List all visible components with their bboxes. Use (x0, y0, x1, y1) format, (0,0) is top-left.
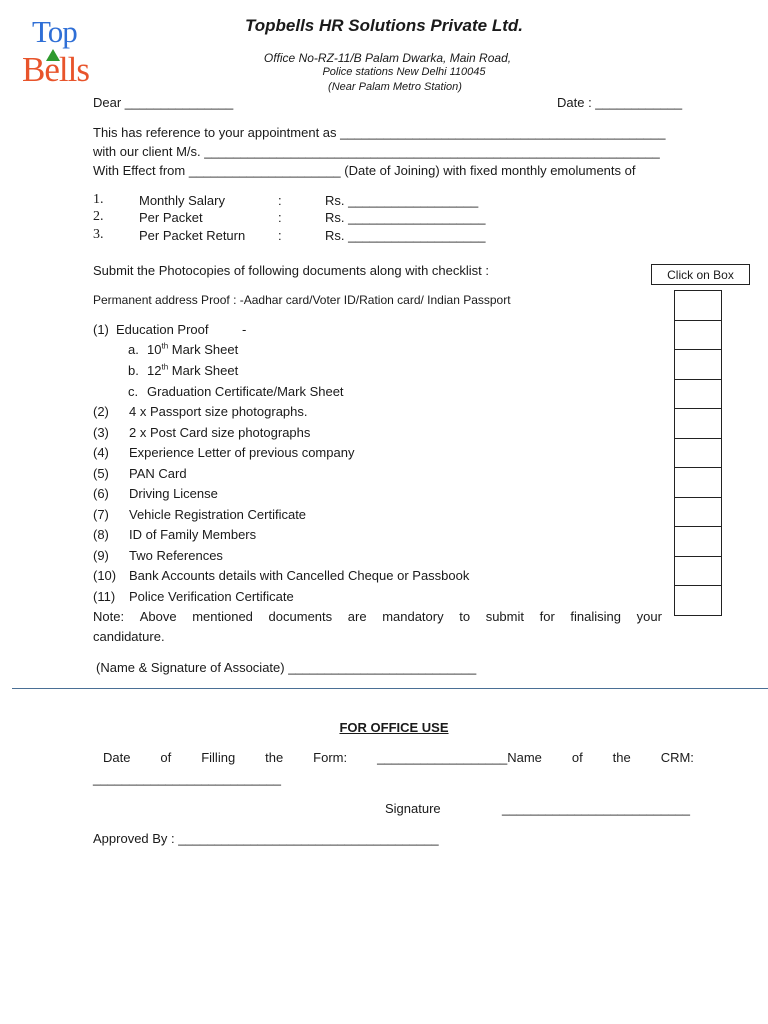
document-item-label: PAN Card (129, 466, 187, 481)
per-packet-field[interactable]: Rs. ___________________ (325, 210, 486, 225)
document-item-label: Vehicle Registration Certificate (129, 507, 307, 522)
sub-item-label: Graduation Certificate/Mark Sheet (147, 384, 344, 399)
document-item-label: Police Verification Certificate (129, 589, 294, 604)
checklist-box[interactable] (674, 497, 722, 528)
checklist-box[interactable] (674, 556, 722, 587)
office-date-crm-line[interactable]: Date of Filling the Form: __________________Name of the CRM: (103, 750, 694, 765)
click-on-box-button[interactable]: Click on Box (651, 264, 750, 285)
salary-item-colon: : (278, 210, 282, 225)
effective-date-field[interactable]: With Effect from _____________________ (Date of Joining) with fixed monthly emoluments of (93, 163, 636, 178)
checklist-box[interactable] (674, 408, 722, 439)
salary-item-number: 1. (93, 192, 104, 207)
dear-field[interactable]: Dear _______________ (93, 95, 234, 110)
checklist-box[interactable] (674, 320, 722, 351)
sub-item-letter: a. (128, 342, 139, 357)
address-line-2: Police stations New Delhi 110045 (322, 66, 486, 78)
education-number: (1) (93, 322, 109, 337)
monthly-salary-field[interactable]: Rs. __________________ (325, 193, 479, 208)
sub-item-letter: b. (128, 363, 139, 378)
document-item-label: ID of Family Members (129, 527, 257, 542)
document-item-number: (10) (93, 568, 117, 583)
section-divider (12, 688, 768, 689)
per-packet-return-field[interactable]: Rs. ___________________ (325, 228, 486, 243)
checklist-box[interactable] (674, 290, 722, 321)
note-line-2: candidature. (93, 629, 165, 644)
document-item-label: 4 x Passport size photographs. (129, 404, 308, 419)
signature-label: Signature (385, 801, 441, 816)
address-proof-text: Permanent address Proof : -Aadhar card/Voter ID/Ration card/ Indian Passport (93, 293, 511, 307)
checklist-boxes (674, 291, 722, 616)
checklist-box[interactable] (674, 438, 722, 469)
document-item-number: (4) (93, 445, 109, 460)
logo-top-text: Top (32, 14, 77, 49)
salary-item-label: Monthly Salary (139, 193, 225, 208)
document-item-label: Experience Letter of previous company (129, 445, 355, 460)
salary-item-colon: : (278, 228, 282, 243)
logo-bells-text: Bells (22, 50, 89, 89)
education-label: Education Proof (116, 322, 209, 337)
appointment-field[interactable]: This has reference to your appointment as _____________________________________________ (93, 125, 666, 140)
note-line: Note: Above mentioned documents are mandatory to submit for finalising your (93, 609, 662, 624)
checklist-box[interactable] (674, 526, 722, 557)
document-item-number: (11) (93, 589, 116, 604)
checklist-box[interactable] (674, 467, 722, 498)
document-item-number: (9) (93, 548, 109, 563)
approved-by-field[interactable]: Approved By : ____________________________________ (93, 831, 439, 846)
signature-field[interactable]: __________________________ (502, 801, 690, 816)
sub-item-label: 12th Mark Sheet (147, 362, 239, 378)
salary-item-number: 2. (93, 209, 104, 224)
document-item-number: (7) (93, 507, 109, 522)
salary-item-number: 3. (93, 227, 104, 242)
document-item-number: (6) (93, 486, 109, 501)
company-name: Topbells HR Solutions Private Ltd. (244, 16, 523, 35)
document-item-label: Bank Accounts details with Cancelled Cheque or Passbook (129, 568, 470, 583)
salary-item-label: Per Packet (139, 210, 203, 225)
date-field[interactable]: Date : ____________ (557, 95, 683, 110)
address-line-1: Office No-RZ-11/B Palam Dwarka, Main Road, (263, 51, 512, 65)
office-use-title: FOR OFFICE USE (339, 720, 449, 735)
sub-item-letter: c. (128, 384, 139, 399)
documents-intro: Submit the Photocopies of following documents along with checklist : (93, 263, 489, 278)
client-field[interactable]: with our client M/s. _______________________________________________________________ (93, 144, 660, 159)
associate-signature-field[interactable]: (Name & Signature of Associate) __________________________ (96, 660, 477, 675)
education-dash: - (242, 322, 247, 337)
salary-item-colon: : (278, 193, 282, 208)
document-item-label: 2 x Post Card size photographs (129, 425, 311, 440)
crm-name-field[interactable]: __________________________ (93, 771, 281, 786)
document-item-number: (8) (93, 527, 109, 542)
document-item-label: Driving License (129, 486, 218, 501)
sub-item-label: 10th Mark Sheet (147, 341, 239, 357)
document-item-number: (5) (93, 466, 109, 481)
checklist-box[interactable] (674, 379, 722, 410)
checklist-box[interactable] (674, 585, 722, 616)
document-item-label: Two References (129, 548, 223, 563)
address-line-3: (Near Palam Metro Station) (328, 81, 462, 93)
checklist-box[interactable] (674, 349, 722, 380)
salary-item-label: Per Packet Return (139, 228, 246, 243)
document-item-number: (3) (93, 425, 109, 440)
document-item-number: (2) (93, 404, 109, 419)
